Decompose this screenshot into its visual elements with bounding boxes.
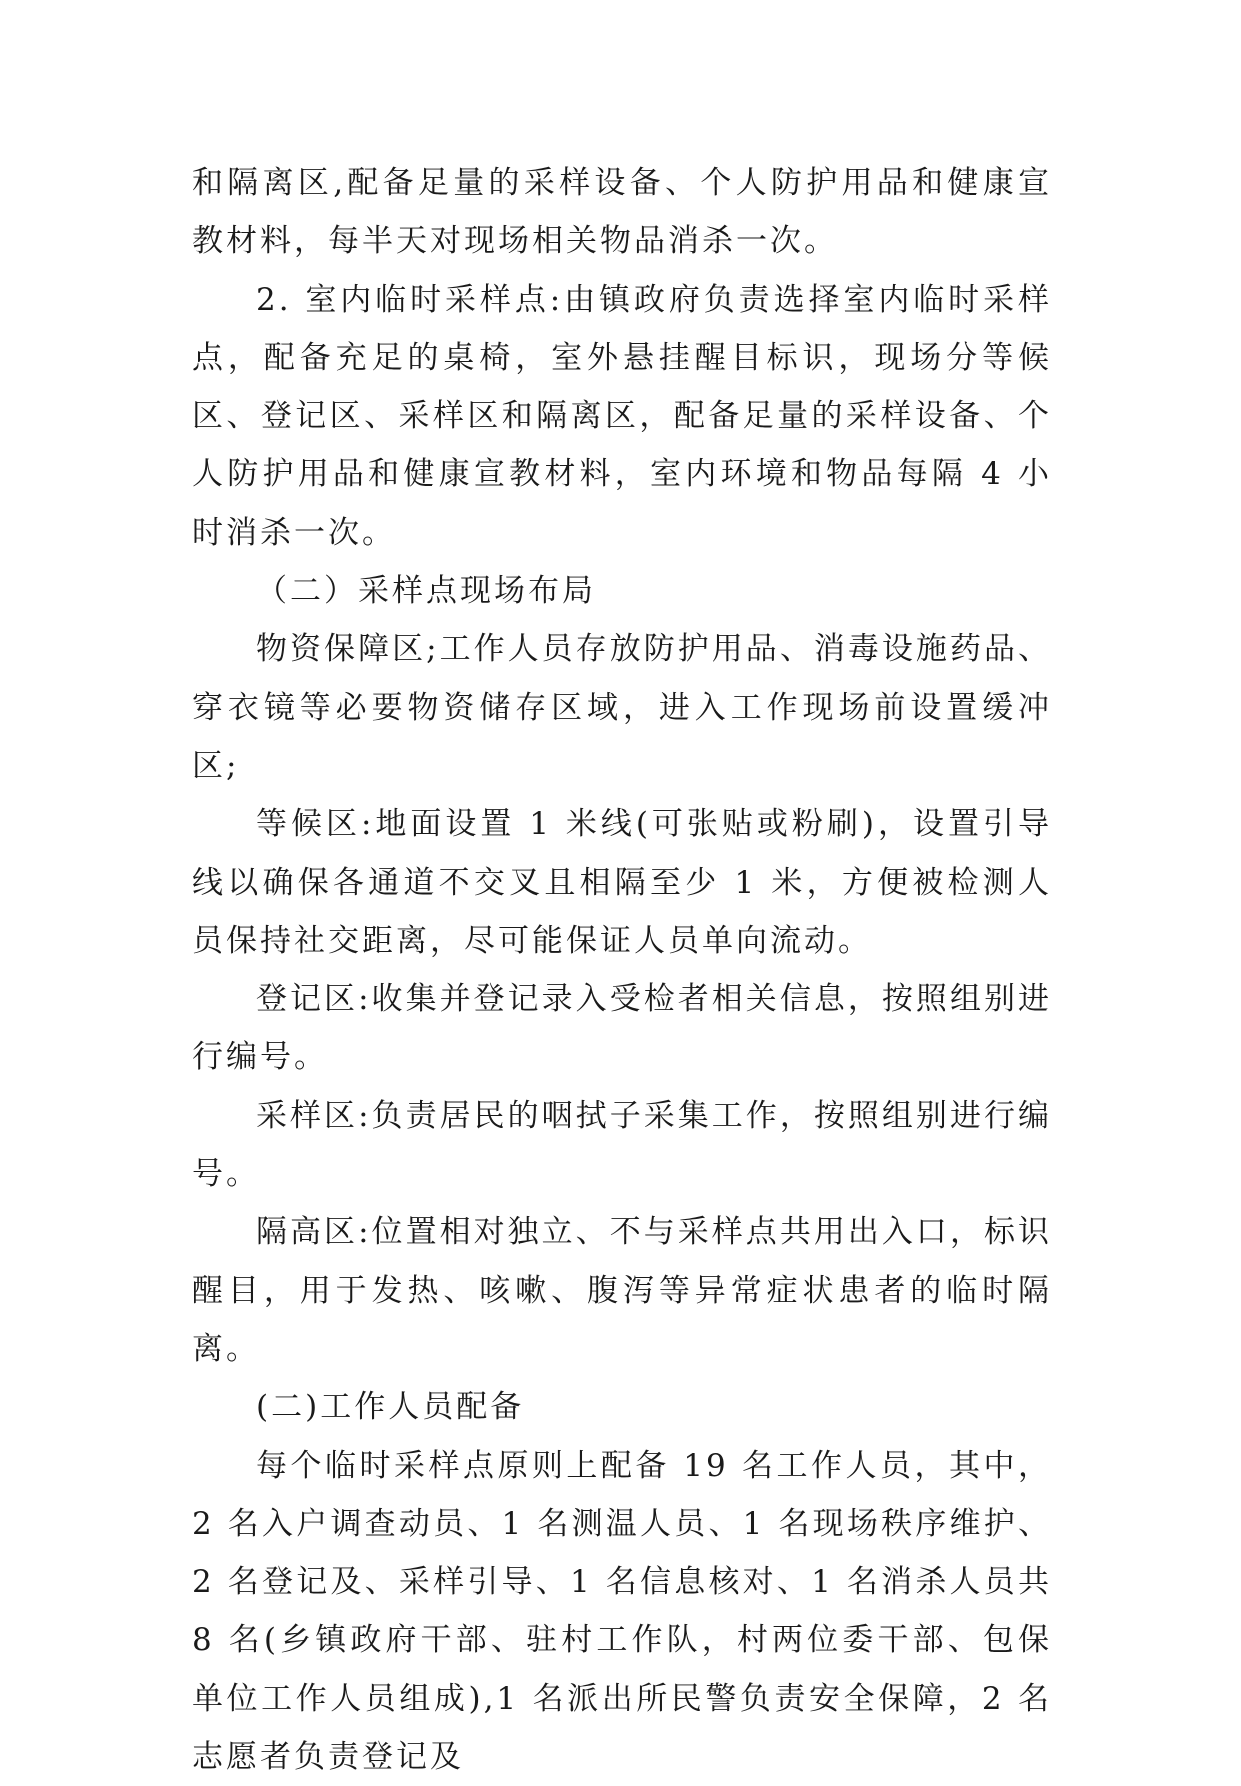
paragraph-supply-area: 物资保障区;工作人员存放防护用品、消毒设施药品、穿衣镜等必要物资储存区域，进入工作现场前设置缓冲区;	[192, 631, 1052, 784]
document-body	[192, 154, 1052, 1786]
paragraph-waiting-area: 等候区:地面设置 1 米线(可张贴或粉刷)，设置引导线以确保各通道不交叉且相隔至少 1 米，方便被检测人员保持社交距离，尽可能保证人员单向流动。	[192, 806, 1052, 959]
paragraph-indoor-sampling-point: 2. 室内临时采样点:由镇政府负责选择室内临时采样点，配备充足的桌椅，室外悬挂醒目标识，现场分等候区、登记区、采样区和隔离区，配备足量的采样设备、个人防护用品和健康宣教材料，室内环境和物品每隔 4 小时消杀一次。	[192, 281, 1052, 551]
paragraph-sampling-area: 采样区:负责居民的咽拭子采集工作，按照组别进行编号。	[192, 1097, 1052, 1193]
paragraph-registration-area: 登记区:收集并登记录入受检者相关信息，按照组别进行编号。	[192, 981, 1052, 1076]
paragraph-continuation: 和隔离区,配备足量的采样设备、个人防护用品和健康宣教材料，每半天对现场相关物品消杀一次。	[192, 165, 1052, 260]
section-heading-layout: （二）采样点现场布局	[256, 573, 596, 610]
paragraph-staffing: 每个临时采样点原则上配备 19 名工作人员，其中，2 名入户调查动员、1 名测温人员、1 名现场秩序维护、2 名登记及、采样引导、1 名信息核对、1 名消杀人员共 8 名(乡镇政府干部、驻村工作队，村两位委干部、包保单位工作人员组成),1 名派出所民警负责安全保障，2 名志愿者负责登记及	[192, 1447, 1052, 1776]
paragraph-isolation-area: 隔高区:位置相对独立、不与采样点共用出入口，标识醒目，用于发热、咳嗽、腹泻等异常症状患者的临时隔离。	[192, 1214, 1052, 1367]
section-heading-staffing: (二)工作人员配备	[256, 1389, 525, 1426]
